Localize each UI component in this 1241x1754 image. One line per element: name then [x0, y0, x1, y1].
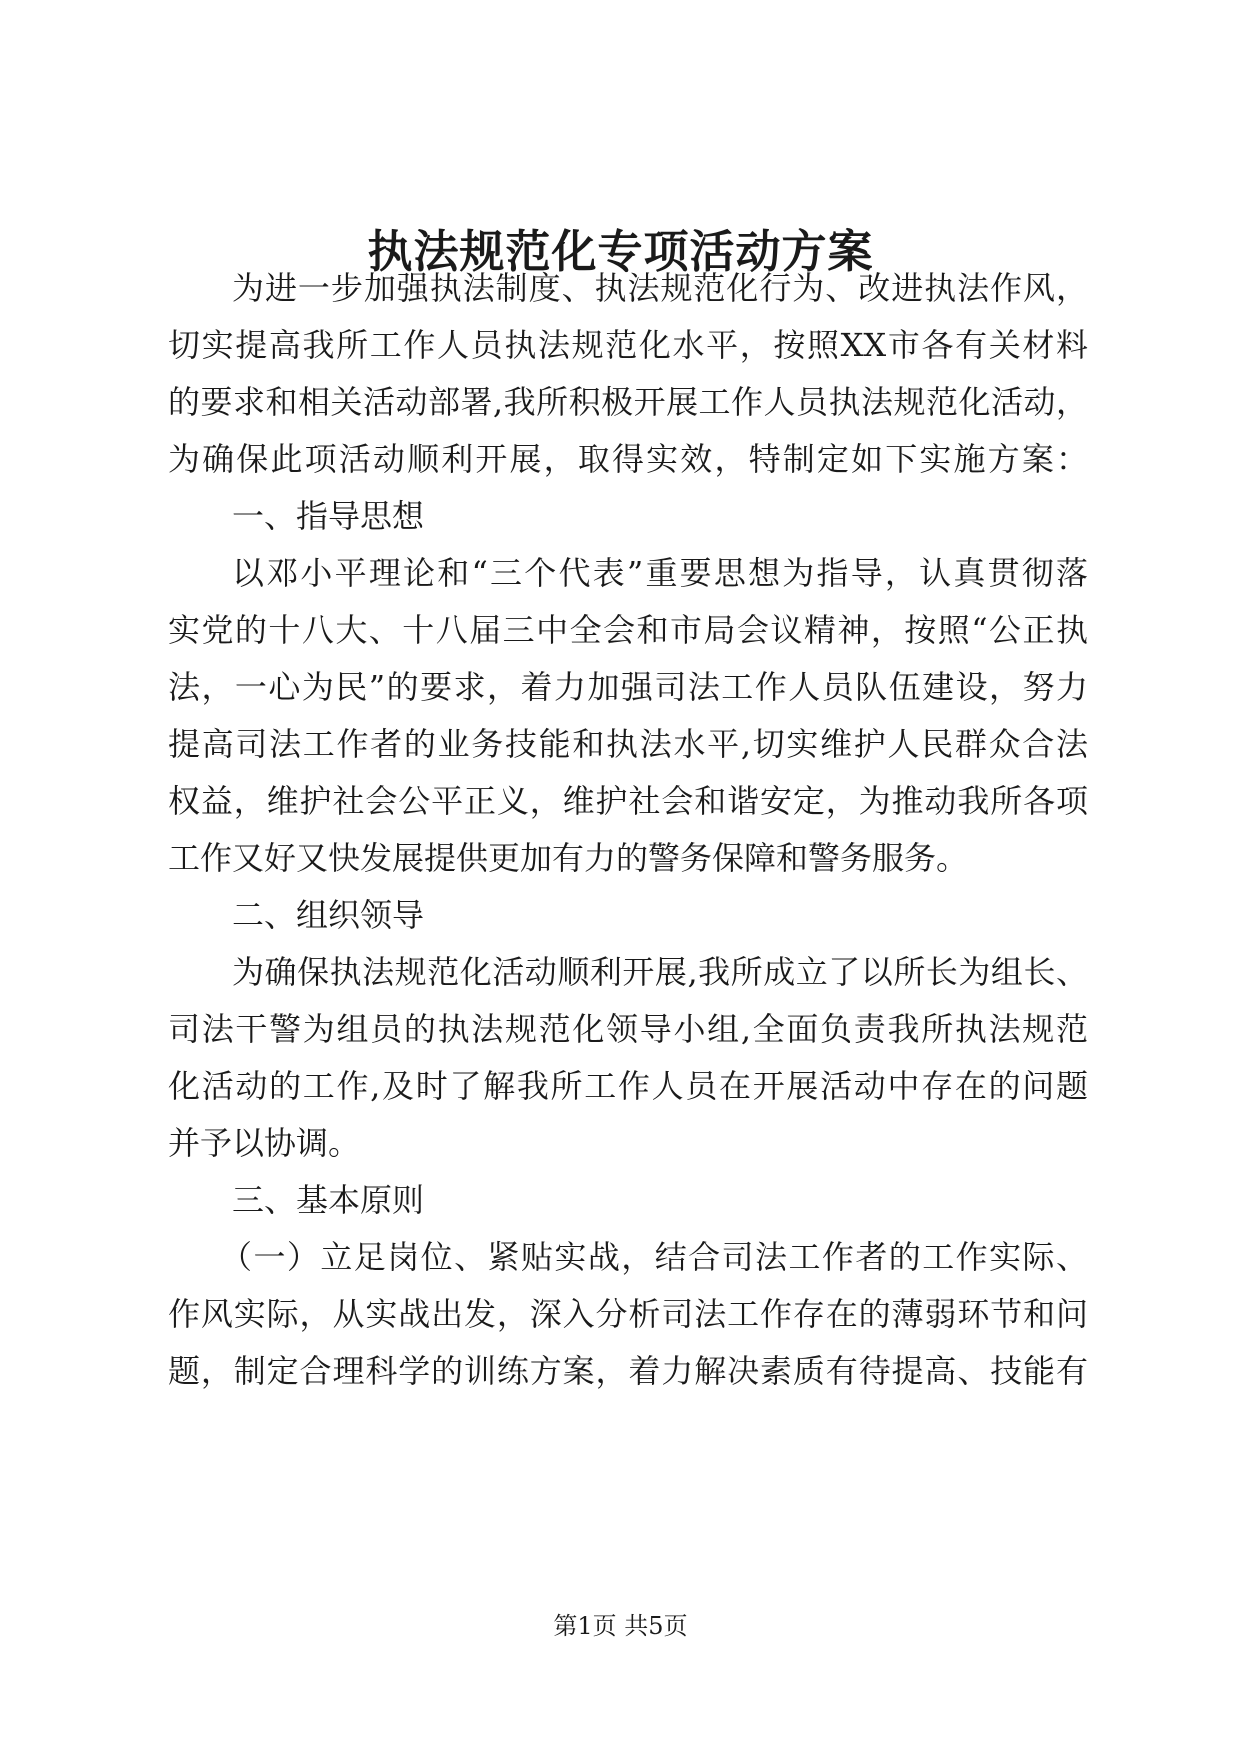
- paragraph-line: 的要求和相关活动部署,我所积极开展工作人员执法规范化活动，: [168, 383, 1088, 421]
- paragraph-line: 为确保执法规范化活动顺利开展,我所成立了以所长为组长、: [232, 953, 1088, 991]
- paragraph-line: 权益，维护社会公平正义，维护社会和谐安定，为推动我所各项: [168, 782, 1088, 820]
- document-title: 执法规范化专项活动方案: [367, 225, 874, 278]
- paragraph-line: 作风实际，从实战出发，深入分析司法工作存在的薄弱环节和问: [168, 1295, 1088, 1333]
- paragraph-line: 工作又好又快发展提供更加有力的警务保障和警务服务。: [168, 839, 969, 877]
- paragraph-line: 为确保此项活动顺利开展，取得实效，特制定如下实施方案：: [168, 440, 1088, 478]
- paragraph-line: 以邓小平理论和“三个代表”重要思想为指导，认真贯彻落: [232, 554, 1088, 592]
- paragraph-line: （一）立足岗位、紧贴实战，结合司法工作者的工作实际、: [220, 1238, 1088, 1276]
- paragraph-line: 化活动的工作,及时了解我所工作人员在开展活动中存在的问题: [168, 1067, 1088, 1105]
- paragraph-line: 并予以协调。: [168, 1124, 361, 1162]
- section-heading: 二、组织领导: [232, 896, 425, 934]
- document-body: [168, 260, 1088, 1400]
- paragraph-line: 实党的十八大、十八届三中全会和市局会议精神，按照“公正执: [168, 611, 1088, 649]
- paragraph-line: 法，一心为民”的要求，着力加强司法工作人员队伍建设，努力: [168, 668, 1088, 706]
- paragraph-line: 切实提高我所工作人员执法规范化水平，按照XX市各有关材料: [168, 326, 1088, 364]
- paragraph-line: 司法干警为组员的执法规范化领导小组,全面负责我所执法规范: [168, 1010, 1088, 1048]
- paragraph-line: 提高司法工作者的业务技能和执法水平,切实维护人民群众合法: [168, 725, 1088, 763]
- paragraph-line: 题，制定合理科学的训练方案，着力解决素质有待提高、技能有: [168, 1352, 1088, 1390]
- section-heading: 三、基本原则: [232, 1181, 425, 1219]
- section-heading: 一、指导思想: [232, 497, 425, 535]
- paragraph-line: 为进一步加强执法制度、执法规范化行为、改进执法作风，: [232, 269, 1088, 307]
- page-number-footer: 第1页 共5页: [553, 1612, 688, 1640]
